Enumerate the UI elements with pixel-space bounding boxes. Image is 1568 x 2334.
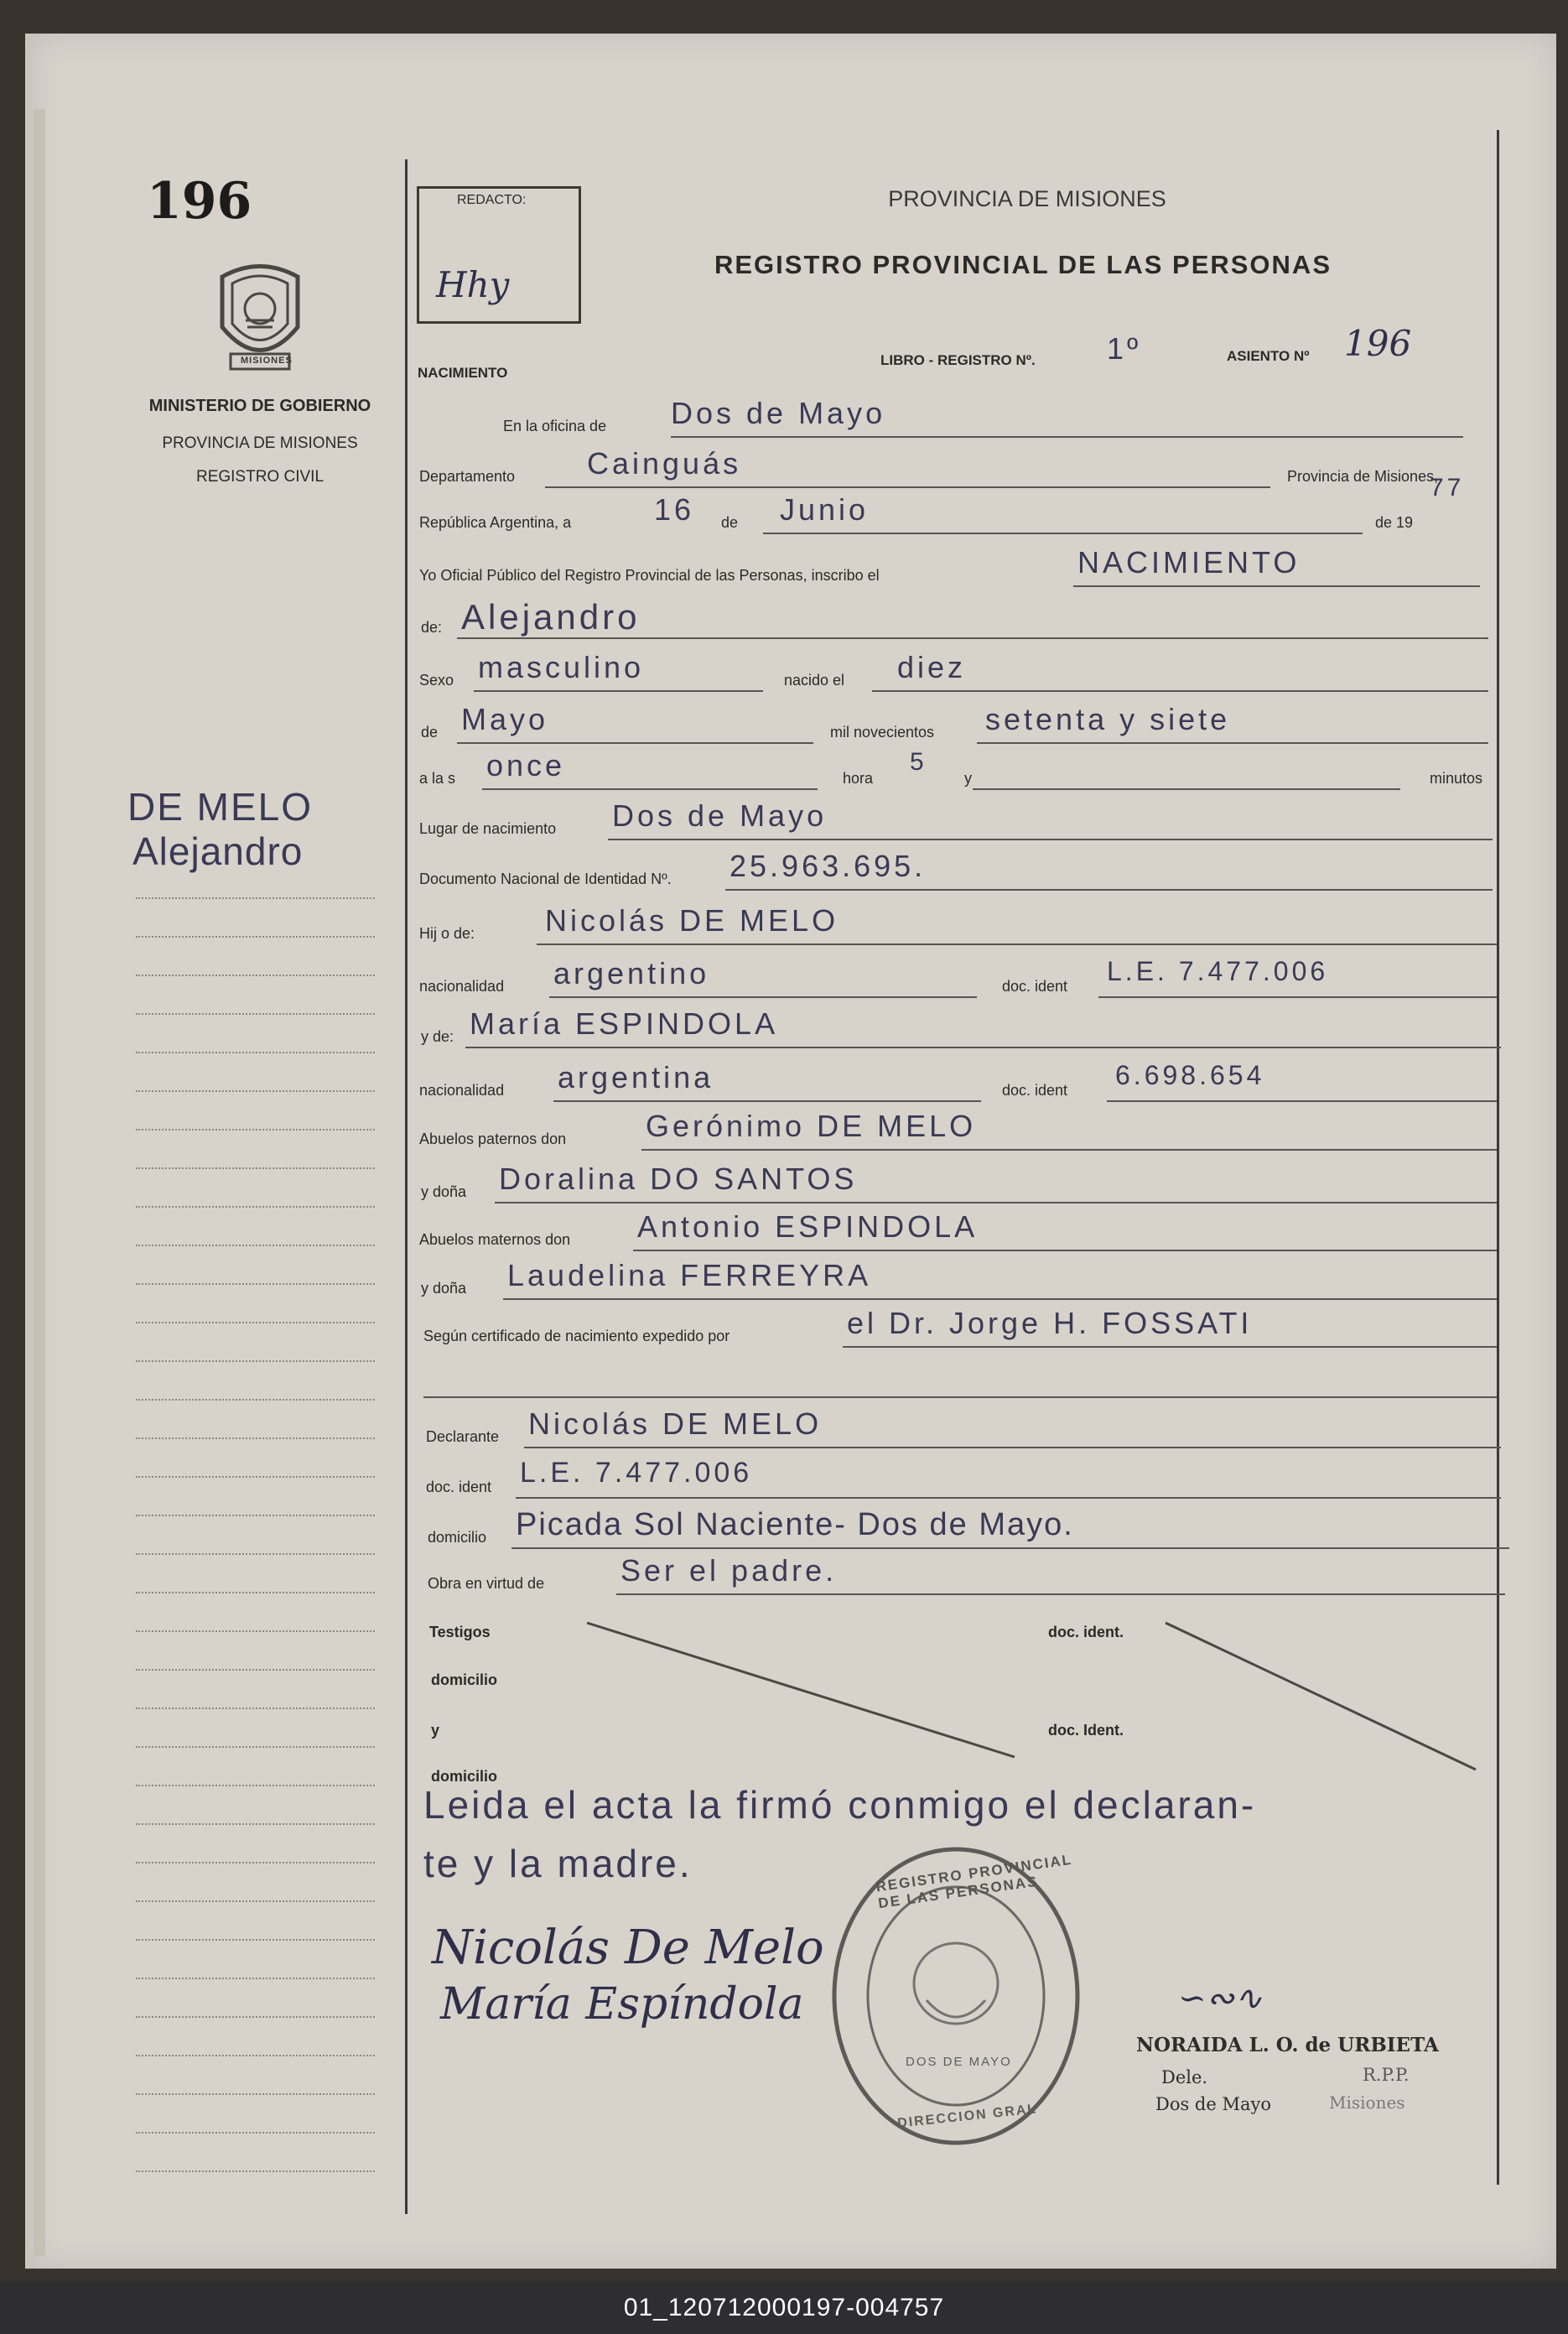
official-place-2: Misiones [1329,2092,1405,2113]
form-underline [537,943,1497,945]
doc-decl-value: L.E. 7.477.006 [520,1457,753,1489]
margin-dotted-line [136,936,375,938]
form-underline [1073,585,1480,587]
registry-stamp [826,1841,1086,2151]
form-underline [876,1047,1501,1048]
y-de-label: y de: [421,1028,454,1045]
mil-value: setenta y siete [985,702,1231,736]
nac-padre-label: nacionalidad [419,978,505,995]
domicilio-t2-label: domicilio [431,1768,498,1785]
margin-dotted-line [136,1862,375,1864]
domicilio-value: Picada Sol Naciente- Dos de Mayo. [516,1507,1074,1542]
domicilio-t1-label: domicilio [431,1671,498,1688]
margin-dotted-line [136,1785,375,1786]
minutos-label: minutos [1430,770,1483,787]
republica-label: República Argentina, a [419,514,572,531]
libro-label: LIBRO - REGISTRO Nº. [880,352,1036,368]
oficina-label: En la oficina de [503,418,607,434]
margin-dotted-line [136,1052,375,1053]
margin-dotted-line [136,975,375,976]
margin-dotted-line [136,2132,375,2134]
margin-dotted-line [136,1206,375,1208]
margin-dotted-line [136,1515,375,1516]
y-label: y [964,770,972,787]
provincia-suffix: Provincia de Misiones, [1287,468,1439,485]
form-underline [516,1497,1501,1499]
obra-value: Ser el padre. [620,1553,838,1588]
margin-note-surname: DE MELO [127,785,314,829]
nac-mes-value: Mayo [461,702,549,736]
de-label: de [721,514,739,531]
father-signature: Nicolás De Melo [432,1921,824,1975]
stamp-bottom-text: DIRECCION GRAL [896,2102,1038,2131]
stamp-text: REGISTRO PROVINCIAL DE LAS PERSONAS [875,1851,1073,1912]
libro-value: 1º [1107,331,1142,366]
doc-madre-value: 6.698.654 [1115,1060,1265,1090]
margin-dotted-line [136,1746,375,1748]
form-underline [872,690,1488,692]
form-underline [495,1202,1497,1203]
coat-of-arms-seal [205,260,314,377]
form-underline [482,788,818,790]
margin-dotted-line [136,1129,375,1131]
doc-ident-label-1: doc. ident. [1048,1624,1124,1640]
margin-dotted-line [136,1167,375,1169]
abuelo-mat-value: Antonio ESPINDOLA [637,1209,979,1244]
official-suffix: R.P.P. [1363,2065,1410,2085]
margin-dotted-line [136,1090,375,1092]
page-binding [34,109,45,2256]
margin-dotted-line [136,1978,375,1979]
registry-office-label: REGISTRO CIVIL [195,468,325,486]
mes-value: Junio [780,492,870,527]
margin-dotted-line [136,2170,375,2172]
page-number: 196 [147,172,252,231]
margin-dotted-line [136,1708,375,1709]
margin-dotted-line [136,1669,375,1671]
margin-dotted-line [136,1553,375,1555]
lugar-value: Dos de Mayo [612,798,828,833]
doc-madre-label: doc. ident [1002,1082,1068,1099]
margin-dotted-line [136,1939,375,1941]
form-underline [977,742,1488,744]
official-signature-scrawl: ∽∾∿ [1178,1979,1263,2018]
nacido-label: nacido el [784,672,845,689]
mother-signature: María Espíndola [440,1979,804,2030]
margin-dotted-line [136,897,375,899]
de-persona-label: de: [421,619,443,636]
ministry-label: MINISTERIO DE GOBIERNO [148,397,371,415]
sexo-label: Sexo [419,672,454,689]
margin-dotted-line [136,1437,375,1439]
margin-dotted-line [136,2055,375,2056]
margin-dotted-line [136,1630,375,1632]
form-underline [457,637,1488,639]
dia-value: 16 [654,492,695,527]
madre-value: María ESPINDOLA [470,1006,779,1041]
departamento-label: Departamento [419,468,516,485]
oficina-value: Dos de Mayo [671,396,886,430]
official-place: Dos de Mayo [1155,2094,1272,2114]
a-las-value: once [486,748,566,782]
dona-mat-label: y doña [421,1280,467,1297]
margin-dotted-line [136,1245,375,1246]
redacto-label: REDACTO: [457,193,527,207]
act-type-label: NACIMIENTO [418,365,508,381]
official-role: Dele. [1161,2067,1208,2087]
seal-text: MISIONES [241,356,293,366]
closing-line2: te y la madre. [423,1842,693,1885]
form-underline [633,1250,1497,1251]
doc-padre-value: L.E. 7.477.006 [1107,956,1329,986]
domicilio-label: domicilio [428,1529,487,1546]
registry-title: REGISTRO PROVINCIAL DE LAS PERSONAS [714,250,1332,279]
form-underline [503,1298,1497,1300]
margin-dotted-line [136,1013,375,1015]
form-underline [423,1396,1497,1398]
dni-value: 25.963.695. [729,849,927,883]
abuela-pat-value: Doralina DO SANTOS [499,1162,858,1196]
margin-dotted-line [136,1283,375,1285]
form-underline [973,788,1400,790]
form-underline [671,436,1463,438]
form-underline [1098,996,1497,998]
anio-value: 77 [1430,474,1465,502]
form-underline [608,839,1493,840]
form-underline [457,742,813,744]
declarante-value: Nicolás DE MELO [528,1406,823,1441]
y-t-label: y [431,1722,440,1739]
closing-line1: Leida el acta la firmó conmigo el declaran- [423,1783,1257,1827]
form-underline [763,533,1363,534]
doc-ident-label-2: doc. Ident. [1048,1722,1124,1739]
form-underline [843,1346,1497,1348]
form-underline [641,1149,1497,1151]
inscribo-value: NACIMIENTO [1077,545,1301,580]
stamp-inner-text: DOS DE MAYO [906,2055,1012,2069]
province-label: PROVINCIA DE MISIONES [162,434,358,452]
obra-label: Obra en virtud de [428,1575,545,1592]
abuelo-pat-value: Gerónimo DE MELO [646,1109,977,1143]
left-frame-line [405,159,408,2214]
margin-dotted-line [136,1823,375,1825]
testigos-label: Testigos [429,1624,491,1640]
form-underline [524,1447,1501,1448]
hora-label: hora [843,770,874,787]
persona-value: Alejandro [461,597,641,637]
form-underline [1107,1100,1497,1102]
margin-dotted-line [136,1476,375,1478]
lugar-label: Lugar de nacimiento [419,820,557,837]
form-underline [553,1100,981,1102]
form-underline [474,690,763,692]
departamento-value: Cainguás [587,446,742,481]
nac-madre-value: argentina [558,1060,714,1094]
hora-value: 5 [910,748,927,776]
form-underline [616,1593,1505,1595]
de-mes-label: de [421,724,439,741]
asiento-value: 196 [1344,323,1412,364]
mil-label: mil novecientos [830,724,935,741]
abuela-mat-value: Laudelina FERREYRA [507,1258,872,1292]
certificado-value: el Dr. Jorge H. FOSSATI [847,1306,1253,1340]
form-underline [511,1547,1509,1549]
official-name: NORAIDA L. O. de URBIETA [1136,2034,1439,2056]
redacto-initials: Hhy [436,264,510,305]
margin-dotted-line [136,1360,375,1362]
sexo-value: masculino [478,650,645,684]
form-underline [549,996,977,998]
yo-oficial-label: Yo Oficial Público del Registro Provincial de las Personas, inscribo el [419,567,880,584]
doc-padre-label: doc. ident [1002,978,1068,995]
certificado-label: Según certificado de nacimiento expedido por [423,1328,730,1344]
hijo-value: Nicolás DE MELO [545,903,839,938]
asiento-label: ASIENTO Nº [1227,348,1310,364]
doc-decl-label: doc. ident [426,1479,492,1495]
abuelos-pat-label: Abuelos paternos don [419,1131,567,1147]
witness-strike-lines [579,1614,1501,1782]
a-las-label: a la s [419,770,456,787]
margin-dotted-line [136,1399,375,1401]
form-underline [545,486,1270,488]
nacido-value: diez [897,650,967,684]
margin-dotted-line [136,1900,375,1902]
province-title: PROVINCIA DE MISIONES [888,186,1166,211]
anio-label: de 19 [1375,514,1414,531]
margin-note-name: Alejandro [132,829,304,873]
declarante-label: Declarante [426,1428,500,1445]
hijo-label: Hij o de: [419,925,475,942]
nac-madre-label: nacionalidad [419,1082,505,1099]
margin-dotted-line [136,2016,375,2018]
right-frame-line [1497,130,1499,2185]
margin-dotted-line [136,1322,375,1323]
form-underline [725,889,1493,891]
margin-dotted-line [136,2093,375,2095]
image-caption: 01_120712000197-004757 [0,2281,1568,2334]
dni-label: Documento Nacional de Identidad Nº. [419,871,672,887]
margin-dotted-line [136,1592,375,1593]
dona-pat-label: y doña [421,1183,467,1200]
abuelos-mat-label: Abuelos maternos don [419,1231,571,1248]
nac-padre-value: argentino [553,956,710,990]
